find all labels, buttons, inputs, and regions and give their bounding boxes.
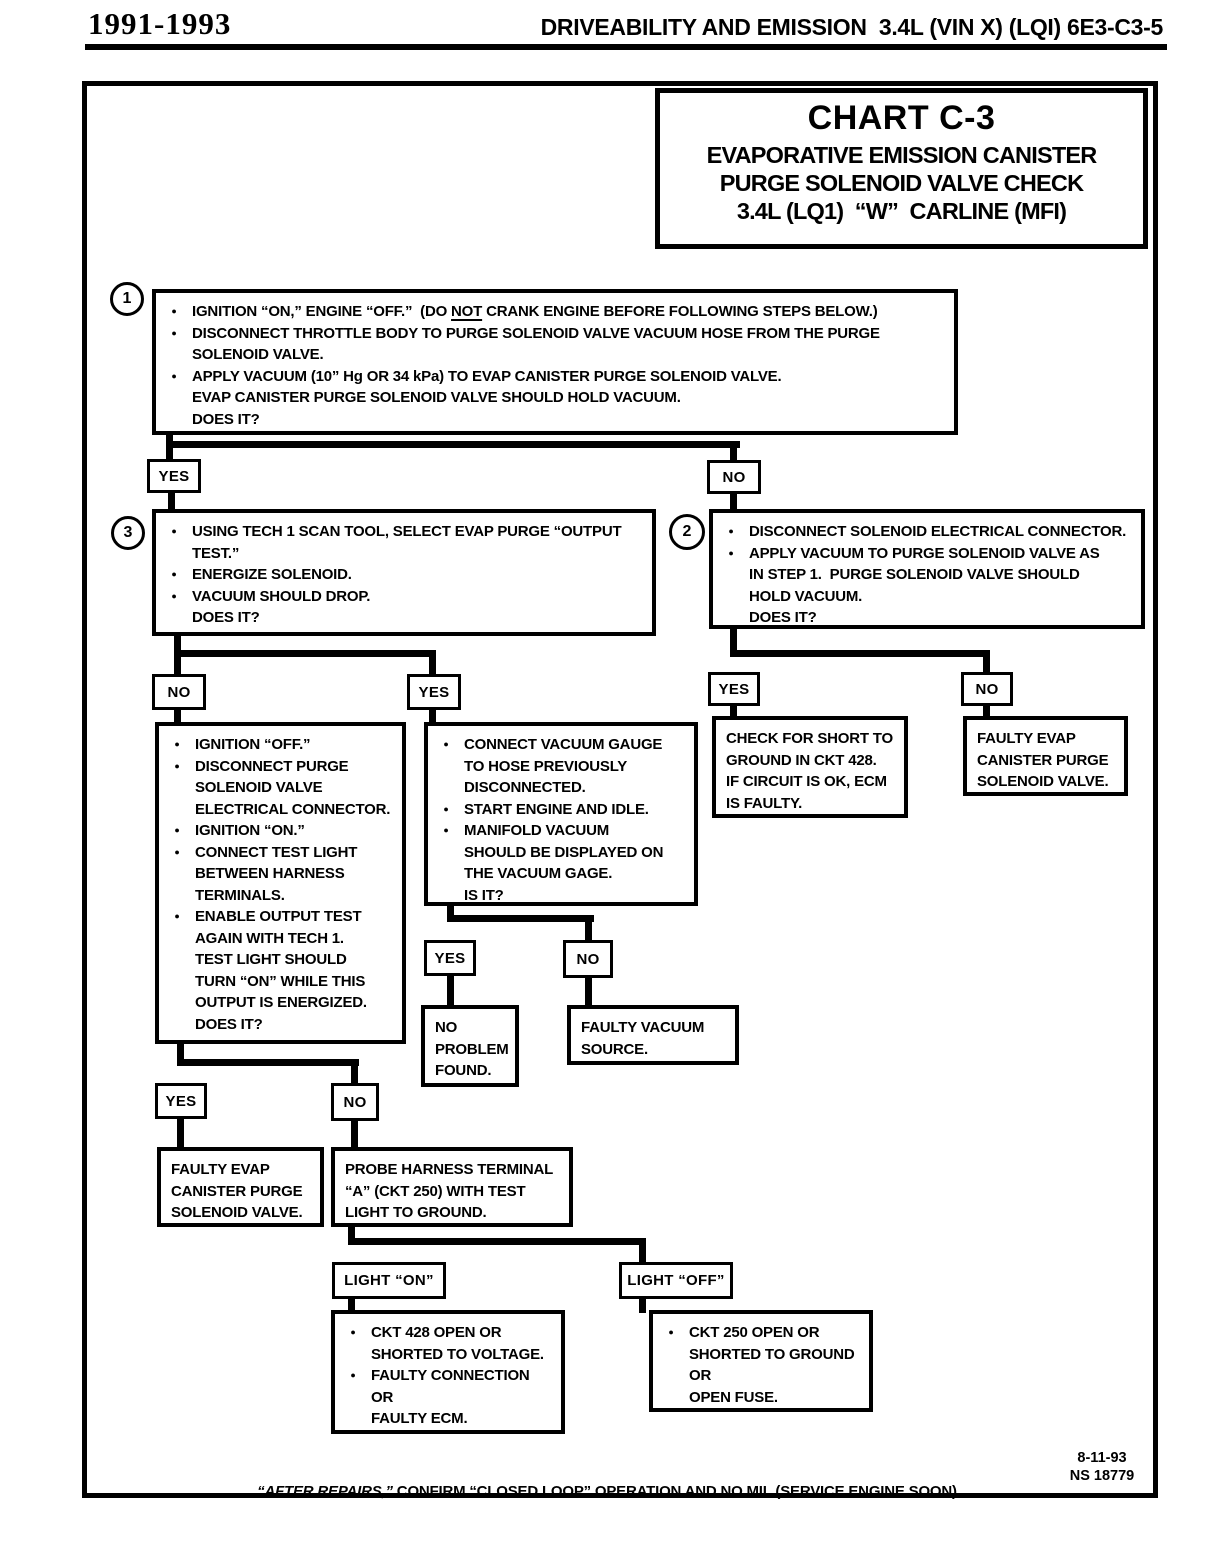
- bullet-icon: ●: [171, 327, 177, 338]
- flow-box-text: “A” (CKT 250) WITH TEST: [345, 1182, 526, 1200]
- flow-box-text: LIGHT TO GROUND.: [345, 1204, 487, 1221]
- flow-box-text: DISCONNECT PURGE: [195, 757, 349, 775]
- flow-box-text: IGNITION “OFF.”: [195, 736, 311, 753]
- flow-box-line: [159, 928, 398, 950]
- yes-label-gauge: YES: [424, 940, 476, 976]
- step-2-badge: 2: [669, 514, 705, 550]
- document-number: NS 18779: [1069, 1468, 1135, 1484]
- flow-box-line: [156, 564, 648, 586]
- flow-box-text: APPLY VACUUM (10” Hg OR 34 kPa) TO EVAP CANISTER PURGE SOLENOID VALVE.: [192, 367, 782, 385]
- flow-box-text: SHORTED TO GROUND: [689, 1345, 855, 1363]
- chart-id: CHART C-3: [807, 99, 996, 137]
- flow-box-line: [159, 971, 398, 993]
- flow-box-text: CKT 250 OPEN OR: [689, 1324, 820, 1341]
- flow-box-text: AGAIN WITH TECH 1.: [195, 929, 344, 947]
- connector-line: [348, 1238, 646, 1245]
- flow-box-text: FAULTY EVAP: [977, 730, 1076, 747]
- test-light-check-box: [155, 722, 406, 1044]
- flow-box-text: OUTPUT IS ENERGIZED.: [195, 994, 367, 1011]
- flow-box-line: [159, 906, 398, 928]
- connector-line: [166, 441, 740, 448]
- flow-box-text: GROUND IN CKT 428.: [726, 751, 877, 769]
- flow-box-text: PROBE HARNESS TERMINAL: [345, 1161, 554, 1178]
- flow-box-line: [335, 1322, 557, 1344]
- flow-box-line: [159, 949, 398, 971]
- connector-line: [585, 915, 592, 943]
- flow-box-line: [159, 799, 398, 821]
- flow-box-text: SHOULD BE DISPLAYED ON: [464, 843, 664, 861]
- connector-line: [177, 1116, 184, 1150]
- bullet-icon: ●: [668, 1327, 674, 1337]
- bullet-icon: ●: [350, 1370, 356, 1380]
- flow-box-line: [335, 1387, 557, 1409]
- chart-title-box: [655, 88, 1148, 249]
- flow-box-line: [156, 344, 950, 366]
- flow-box-line: [653, 1365, 865, 1387]
- flow-box-text: DISCONNECT THROTTLE BODY TO PURGE SOLENOID VALVE VACUUM HOSE FROM THE PURGE: [192, 324, 880, 342]
- flow-box-text: IGNITION “ON,” ENGINE “OFF.” (DO NOT CRANK ENGINE BEFORE FOLLOWING STEPS BELOW.): [192, 303, 878, 320]
- flow-box-text: DOES IT?: [749, 609, 817, 626]
- flow-box-text: IN STEP 1. PURGE SOLENOID VALVE SHOULD: [749, 566, 1080, 583]
- flow-box-text: CHECK FOR SHORT TO: [726, 730, 893, 747]
- flow-box-text: IS FAULTY.: [726, 794, 803, 812]
- flow-box-line: [159, 756, 398, 778]
- flow-box-text: START ENGINE AND IDLE.: [464, 800, 649, 818]
- flow-box-text: ELECTRICAL CONNECTOR.: [195, 800, 391, 818]
- connector-line: [447, 915, 594, 922]
- flow-box-line: [713, 543, 1137, 565]
- bullet-icon: ●: [728, 526, 734, 536]
- flow-box-text: CONNECT VACUUM GAUGE: [464, 736, 663, 753]
- flow-box-line: [713, 564, 1137, 586]
- no-label-testlight: NO: [331, 1083, 379, 1121]
- connector-line: [447, 973, 454, 1009]
- revision-block: [1052, 1449, 1152, 1485]
- flow-box-line: [653, 1387, 865, 1409]
- connector-line: [174, 650, 436, 657]
- flow-box-text: FAULTY ECM.: [371, 1410, 468, 1427]
- bullet-icon: ●: [171, 569, 177, 579]
- bullet-icon: ●: [171, 306, 177, 316]
- flow-box-text: DISCONNECTED.: [464, 779, 586, 796]
- flow-box-text: SOLENOID VALVE.: [192, 346, 324, 363]
- bullet-icon: ●: [171, 526, 177, 536]
- flow-box-line: [156, 409, 950, 431]
- no-problem-found-box: [421, 1005, 519, 1087]
- step3-output-test-box: [152, 509, 656, 636]
- step-1-badge: 1: [110, 282, 144, 316]
- flow-box-line: [428, 799, 690, 821]
- flow-box-text: BETWEEN HARNESS: [195, 865, 345, 882]
- flow-box-text: DISCONNECT SOLENOID ELECTRICAL CONNECTOR.: [749, 523, 1127, 540]
- flow-box-line: [156, 301, 950, 323]
- flow-box-text: SOLENOID VALVE: [195, 779, 323, 796]
- flow-box-line: [653, 1344, 865, 1366]
- no-label-step3: NO: [152, 674, 206, 710]
- light-off-label: LIGHT “OFF”: [619, 1262, 733, 1299]
- ckt428-open-box: [331, 1310, 565, 1434]
- connector-line: [730, 650, 990, 657]
- flow-box-text: OR: [371, 1388, 394, 1406]
- flow-box-text: DOES IT?: [192, 609, 260, 626]
- flow-box-text: TERMINALS.: [195, 886, 285, 904]
- section-title: DRIVEABILITY AND EMISSION 3.4L (VIN X) (LQI) 6E3-C3-5: [540, 14, 1163, 40]
- no-label-step2: NO: [961, 672, 1013, 706]
- flow-box-text: MANIFOLD VACUUM: [464, 822, 610, 839]
- flow-box-line: [335, 1365, 557, 1387]
- flow-box-line: [653, 1322, 865, 1344]
- flow-box-text: CANISTER PURGE: [171, 1182, 303, 1200]
- flow-box-text: FAULTY CONNECTION: [371, 1367, 530, 1384]
- flow-box-text: HOLD VACUUM.: [749, 587, 863, 605]
- flow-box-line: [335, 1408, 557, 1430]
- edition-years: 1991-1993: [88, 6, 232, 41]
- ckt250-open-box: [649, 1310, 873, 1412]
- flow-box-text: SOLENOID VALVE.: [171, 1204, 303, 1221]
- bullet-icon: ●: [174, 846, 180, 857]
- flow-box-text: CONNECT TEST LIGHT: [195, 843, 358, 861]
- bullet-icon: ●: [174, 911, 180, 921]
- bullet-icon: ●: [174, 825, 180, 835]
- yes-label-step2: YES: [708, 672, 760, 706]
- faulty-evap-valve-box-right: [963, 716, 1128, 796]
- flow-box-text: TURN “ON” WHILE THIS: [195, 972, 366, 990]
- bullet-icon: ●: [174, 760, 180, 771]
- flow-box-line: [428, 734, 690, 756]
- flow-box-text: FAULTY VACUUM: [581, 1019, 705, 1036]
- flow-box-line: [335, 1344, 557, 1366]
- flow-box-line: [156, 543, 648, 565]
- flow-box-line: [159, 820, 398, 842]
- faulty-evap-valve-box-left: [157, 1147, 324, 1227]
- bullet-icon: ●: [443, 739, 449, 749]
- flow-box-line: [713, 521, 1137, 543]
- yes-label-step3: YES: [407, 674, 461, 710]
- flow-box-line: [156, 366, 950, 388]
- flow-box-line: [159, 863, 398, 885]
- flow-box-line: [156, 586, 648, 608]
- bullet-icon: ●: [171, 590, 177, 601]
- flow-box-text: DOES IT?: [192, 410, 260, 428]
- flow-box-line: [713, 607, 1137, 629]
- chart-subtitle-1: EVAPORATIVE EMISSION CANISTER: [706, 142, 1097, 168]
- flow-box-text: OPEN FUSE.: [689, 1388, 778, 1406]
- flow-box-text: APPLY VACUUM TO PURGE SOLENOID VALVE AS: [749, 544, 1100, 562]
- connector-line: [177, 1059, 359, 1066]
- step2-solenoid-vacuum-box: [709, 509, 1145, 629]
- flow-box-line: [159, 842, 398, 864]
- flow-box-text: CANISTER PURGE: [977, 751, 1109, 769]
- header-rule: [85, 44, 1167, 50]
- bullet-icon: ●: [350, 1327, 356, 1337]
- flow-box-text: EVAP CANISTER PURGE SOLENOID VALVE SHOULD HOLD VACUUM.: [192, 389, 681, 406]
- bullet-icon: ●: [443, 803, 449, 814]
- step1-instructions-box: [152, 289, 958, 435]
- flow-box-line: [713, 586, 1137, 608]
- after-repairs-emphasis: “AFTER REPAIRS,”: [257, 1483, 393, 1500]
- flow-box-line: [428, 842, 690, 864]
- bullet-icon: ●: [171, 370, 177, 381]
- flow-box-line: [428, 885, 690, 907]
- flow-box-text: THE VACUUM GAGE.: [464, 865, 613, 882]
- yes-label-step1: YES: [147, 459, 201, 493]
- probe-terminal-a-box: [331, 1147, 573, 1227]
- flow-box-line: [428, 863, 690, 885]
- connector-line: [351, 1118, 358, 1150]
- flow-box-line: [428, 756, 690, 778]
- faulty-vacuum-source-box: [567, 1005, 739, 1065]
- bullet-icon: ●: [728, 547, 734, 558]
- flow-box-text: OR: [689, 1367, 712, 1384]
- flow-box-line: [428, 820, 690, 842]
- flow-box-line: [159, 885, 398, 907]
- flow-box-text: FOUND.: [435, 1062, 492, 1079]
- flow-box-line: [156, 521, 648, 543]
- connector-line: [639, 1238, 646, 1265]
- flow-box-text: IF CIRCUIT IS OK, ECM: [726, 773, 887, 790]
- no-label-gauge: NO: [563, 940, 613, 978]
- flow-box-text: USING TECH 1 SCAN TOOL, SELECT EVAP PURGE “OUTPUT: [192, 523, 622, 540]
- revision-date: 8-11-93: [1077, 1450, 1127, 1466]
- flow-box-text: PROBLEM: [435, 1040, 509, 1058]
- flow-box-line: [159, 777, 398, 799]
- flow-box-text: SOURCE.: [581, 1040, 648, 1058]
- yes-label-testlight: YES: [155, 1083, 207, 1119]
- flow-box-line: [159, 1014, 398, 1036]
- after-repairs-note: [165, 1466, 1045, 1500]
- step-3-badge: 3: [111, 516, 145, 550]
- flow-box-text: IS IT?: [464, 886, 504, 904]
- chart-subtitle-2: PURGE SOLENOID VALVE CHECK: [719, 170, 1084, 196]
- chart-subtitle-3: 3.4L (LQ1) “W” CARLINE (MFI): [736, 198, 1067, 224]
- flow-box-text: TEST LIGHT SHOULD: [195, 951, 347, 968]
- check-ckt428-short-box: [712, 716, 908, 818]
- flow-box-text: ENERGIZE SOLENOID.: [192, 566, 352, 583]
- flow-box-text: TEST.”: [192, 544, 240, 562]
- flow-box-line: [428, 777, 690, 799]
- bullet-icon: ●: [443, 825, 449, 835]
- flow-box-text: SOLENOID VALVE.: [977, 773, 1109, 790]
- flow-box-text: IGNITION “ON.”: [195, 822, 305, 839]
- flow-box-text: FAULTY EVAP: [171, 1161, 270, 1178]
- bullet-icon: ●: [174, 739, 180, 749]
- flow-box-line: [159, 992, 398, 1014]
- connector-line: [585, 975, 592, 1009]
- flow-box-line: [156, 607, 648, 629]
- flow-box-line: [156, 387, 950, 409]
- no-label-step1: NO: [707, 460, 761, 494]
- flow-box-text: VACUUM SHOULD DROP.: [192, 587, 371, 605]
- after-repairs-text: CONFIRM “CLOSED LOOP” OPERATION AND NO MIL (SERVICE ENGINE SOON).: [392, 1483, 961, 1500]
- flow-box-text: TO HOSE PREVIOUSLY: [464, 757, 628, 775]
- flow-box-text: DOES IT?: [195, 1015, 263, 1033]
- flow-box-line: [159, 734, 398, 756]
- flow-box-text: ENABLE OUTPUT TEST: [195, 908, 362, 925]
- flow-box-text: SHORTED TO VOLTAGE.: [371, 1345, 544, 1363]
- flow-box-text: CKT 428 OPEN OR: [371, 1324, 502, 1341]
- connector-line: [351, 1059, 358, 1086]
- light-on-label: LIGHT “ON”: [332, 1262, 446, 1299]
- vacuum-gauge-check-box: [424, 722, 698, 906]
- flow-box-line: [156, 323, 950, 345]
- flow-box-text: NO: [435, 1019, 458, 1036]
